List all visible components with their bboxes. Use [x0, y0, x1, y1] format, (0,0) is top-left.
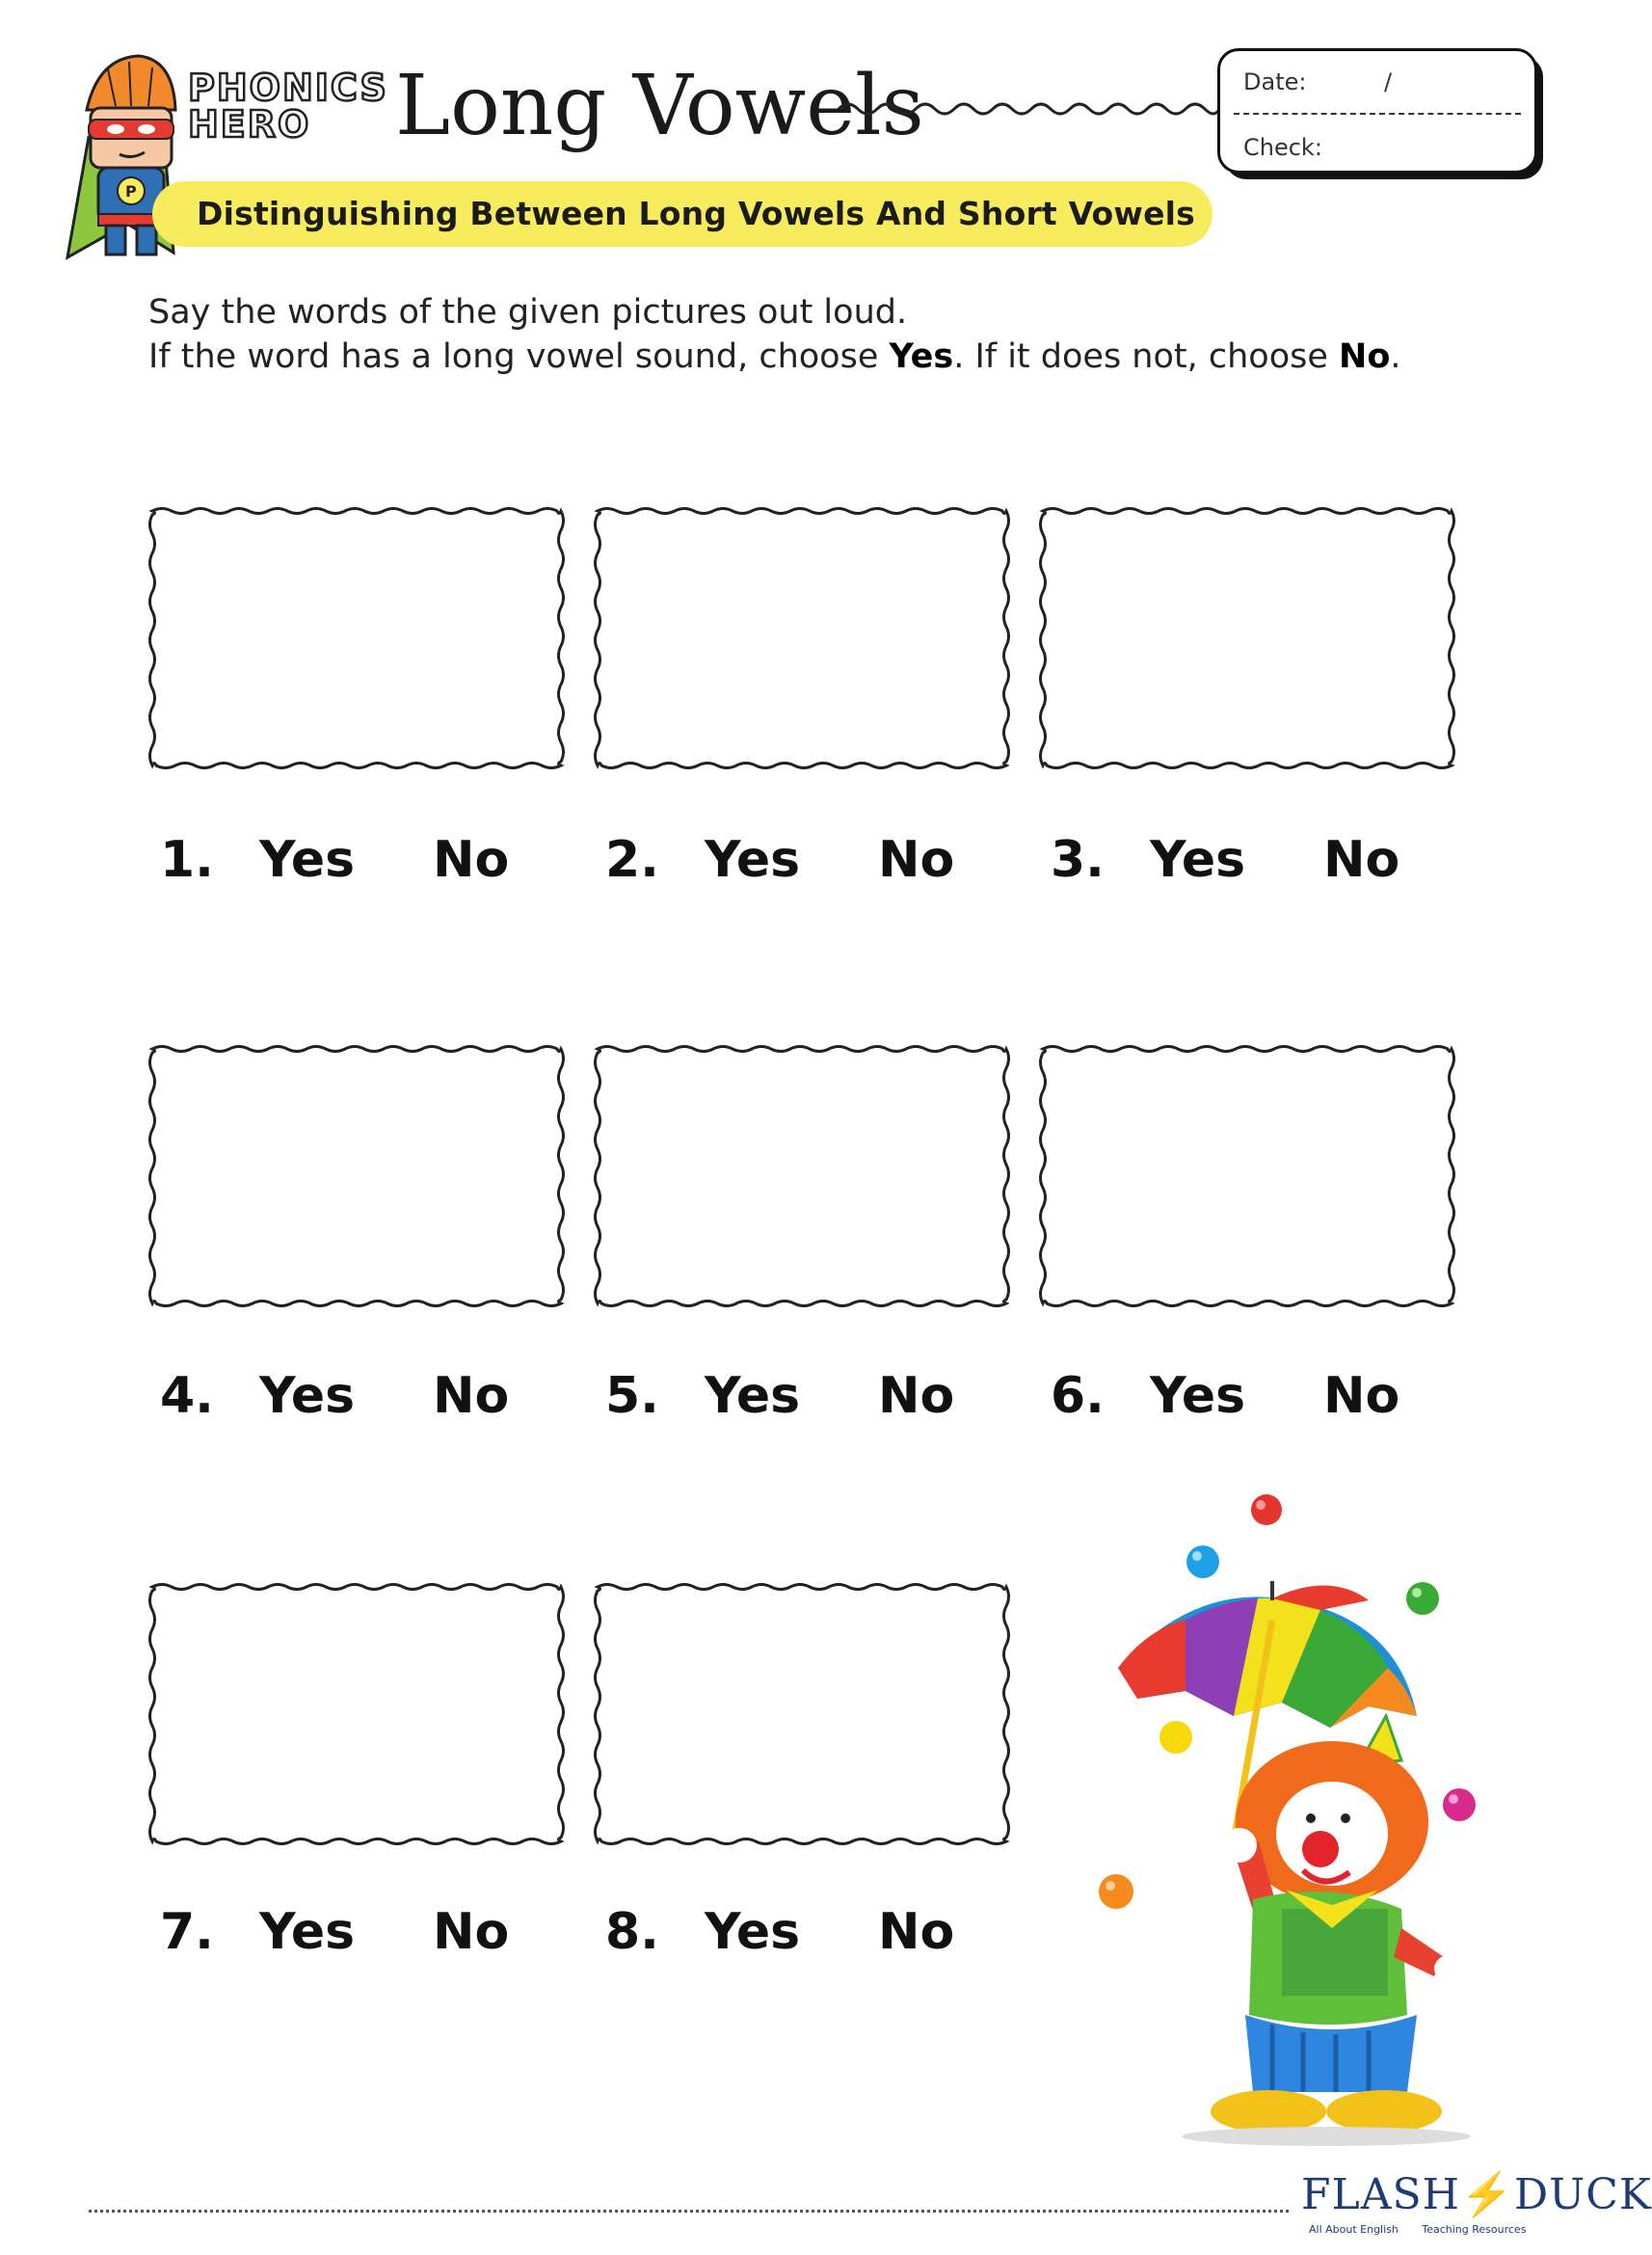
- date-label: Date:: [1243, 68, 1307, 95]
- phonics-hero-logo-text: [188, 69, 386, 156]
- instruction-yes: Yes: [889, 337, 954, 376]
- no-option[interactable]: No: [1323, 1367, 1400, 1425]
- yes-option[interactable]: Yes: [1150, 1367, 1246, 1425]
- no-option[interactable]: No: [433, 1367, 510, 1425]
- subtitle-text: Distinguishing Between Long Vowels And Short Vowels: [197, 195, 1196, 232]
- picture-box-2: [590, 503, 1014, 773]
- instruction-line-1: Say the words of the given pictures out loud.: [148, 293, 908, 332]
- answer-row-8: [605, 1903, 991, 1961]
- answer-row-6: [1051, 1367, 1436, 1425]
- item-number: 6.: [1051, 1367, 1105, 1425]
- brand-right: DUCK: [1513, 2170, 1652, 2219]
- picture-box-6: [1035, 1041, 1459, 1311]
- picture-box-1: [145, 503, 569, 773]
- yes-option[interactable]: Yes: [705, 1367, 801, 1425]
- picture-box-4: [145, 1041, 569, 1311]
- answer-row-2: [605, 831, 991, 889]
- item-number: 8.: [605, 1903, 659, 1961]
- check-label: Check:: [1243, 134, 1322, 161]
- yes-option[interactable]: Yes: [259, 1367, 356, 1425]
- yes-option[interactable]: Yes: [705, 1903, 801, 1961]
- no-option[interactable]: No: [433, 831, 510, 889]
- no-option[interactable]: No: [1323, 831, 1400, 889]
- item-number: 5.: [605, 1367, 659, 1425]
- answer-row-3: [1051, 831, 1436, 889]
- no-option[interactable]: No: [878, 1903, 955, 1961]
- item-number: 1.: [160, 831, 214, 889]
- yes-option[interactable]: Yes: [705, 831, 801, 889]
- tagline-left: All About English: [1309, 2223, 1399, 2236]
- brand-left: FLASH: [1301, 2170, 1461, 2219]
- item-number: 2.: [605, 831, 659, 889]
- picture-box-7: [145, 1579, 569, 1849]
- no-option[interactable]: No: [878, 1367, 955, 1425]
- title-wavy-line: [839, 94, 1219, 123]
- answer-row-1: [160, 831, 546, 889]
- yes-option[interactable]: Yes: [259, 831, 356, 889]
- yes-option[interactable]: Yes: [259, 1903, 356, 1961]
- svg-text:P: P: [125, 182, 137, 201]
- logo-line1: PHONICS: [188, 67, 388, 109]
- item-number: 4.: [160, 1367, 214, 1425]
- logo-line2: HERO: [188, 103, 311, 146]
- picture-box-5: [590, 1041, 1014, 1311]
- answer-row-7: [160, 1903, 546, 1961]
- flash-duck-logo-icon: FLASH⚡DUCK All About English Teaching Resources: [1301, 2170, 1652, 2236]
- date-check-box: [1217, 48, 1549, 183]
- answer-row-5: [605, 1367, 991, 1425]
- item-number: 3.: [1051, 831, 1105, 889]
- picture-box-3: [1035, 503, 1459, 773]
- picture-box-8: [590, 1579, 1014, 1849]
- page-title: Long Vowels: [395, 58, 924, 154]
- instruction-line-2: If the word has a long vowel sound, choose Yes. If it does not, choose No.: [148, 337, 1401, 376]
- tagline-right: Teaching Resources: [1422, 2223, 1527, 2236]
- footer-dotted-line: [89, 2210, 1289, 2213]
- instruction-no: No: [1339, 337, 1391, 376]
- answer-row-4: [160, 1367, 546, 1425]
- subtitle-banner: [152, 181, 1212, 247]
- date-slash: /: [1384, 68, 1393, 95]
- no-option[interactable]: No: [878, 831, 955, 889]
- yes-option[interactable]: Yes: [1150, 831, 1246, 889]
- clown-with-umbrella-illustration: [1079, 1475, 1504, 2150]
- item-number: 7.: [160, 1903, 214, 1961]
- no-option[interactable]: No: [433, 1903, 510, 1961]
